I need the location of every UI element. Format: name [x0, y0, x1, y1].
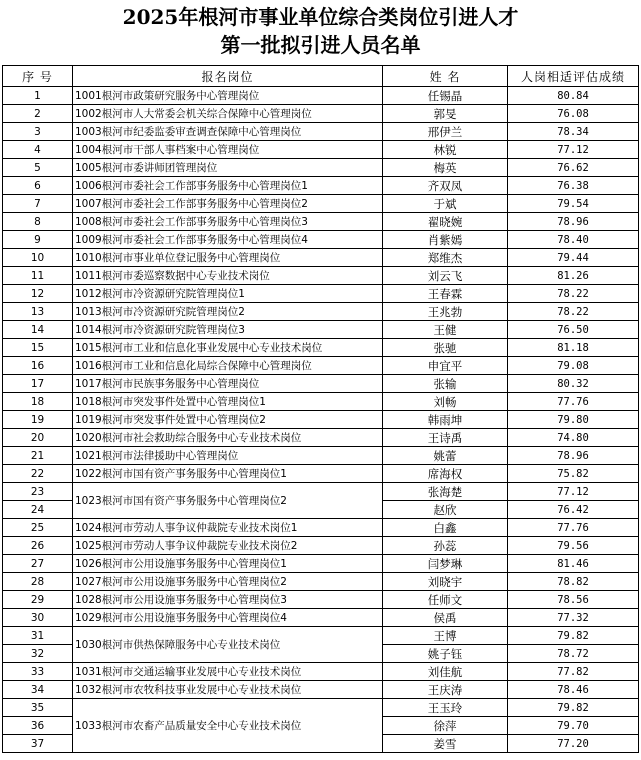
serial-number-cell: 16 [3, 357, 73, 375]
serial-number-cell: 8 [3, 213, 73, 231]
candidate-name-cell: 林锐 [383, 141, 508, 159]
candidate-name-cell: 张输 [383, 375, 508, 393]
candidate-name-cell: 徐萍 [383, 717, 508, 735]
serial-number-cell: 30 [3, 609, 73, 627]
candidate-name-cell: 刘晓宇 [383, 573, 508, 591]
serial-number-cell: 34 [3, 681, 73, 699]
table-row [3, 105, 639, 123]
serial-number-cell: 15 [3, 339, 73, 357]
serial-number-cell: 27 [3, 555, 73, 573]
score-cell: 80.84 [508, 87, 639, 105]
candidate-name-cell: 张驰 [383, 339, 508, 357]
candidate-name-cell: 王健 [383, 321, 508, 339]
position-cell: 1024根河市劳动人事争议仲裁院专业技术岗位1 [73, 519, 383, 537]
candidate-name-cell: 白鑫 [383, 519, 508, 537]
score-cell: 79.08 [508, 357, 639, 375]
table-row [3, 591, 639, 609]
candidate-name-cell: 翟晓婉 [383, 213, 508, 231]
table-header-row [3, 66, 639, 87]
serial-number-cell: 32 [3, 645, 73, 663]
score-cell: 74.80 [508, 429, 639, 447]
score-cell: 79.80 [508, 411, 639, 429]
position-cell: 1013根河市冷资源研究院管理岗位2 [73, 303, 383, 321]
table-row [3, 681, 639, 699]
position-cell: 1026根河市公用设施事务服务中心管理岗位1 [73, 555, 383, 573]
header-score: 人岗相适评估成绩 [508, 66, 639, 87]
table-row [3, 537, 639, 555]
serial-number-cell: 33 [3, 663, 73, 681]
score-cell: 77.12 [508, 141, 639, 159]
serial-number-cell: 14 [3, 321, 73, 339]
serial-number-cell: 5 [3, 159, 73, 177]
score-cell: 78.34 [508, 123, 639, 141]
score-cell: 78.46 [508, 681, 639, 699]
table-row [3, 213, 639, 231]
position-cell: 1006根河市委社会工作部事务服务中心管理岗位1 [73, 177, 383, 195]
serial-number-cell: 4 [3, 141, 73, 159]
table-row [3, 159, 639, 177]
serial-number-cell: 2 [3, 105, 73, 123]
candidate-name-cell: 王诗禹 [383, 429, 508, 447]
score-cell: 81.26 [508, 267, 639, 285]
score-cell: 78.22 [508, 285, 639, 303]
table-row [3, 195, 639, 213]
position-cell: 1012根河市冷资源研究院管理岗位1 [73, 285, 383, 303]
table-row [3, 663, 639, 681]
table-row [3, 483, 639, 501]
position-cell: 1021根河市法律援助中心管理岗位 [73, 447, 383, 465]
position-cell: 1010根河市事业单位登记服务中心管理岗位 [73, 249, 383, 267]
candidate-name-cell: 侯禹 [383, 609, 508, 627]
serial-number-cell: 24 [3, 501, 73, 519]
position-cell: 1017根河市民族事务服务中心管理岗位 [73, 375, 383, 393]
table-row [3, 87, 639, 105]
serial-number-cell: 35 [3, 699, 73, 717]
position-cell: 1032根河市农牧科技事业发展中心专业技术岗位 [73, 681, 383, 699]
candidate-name-cell: 张海楚 [383, 483, 508, 501]
serial-number-cell: 17 [3, 375, 73, 393]
position-cell: 1003根河市纪委监委审查调查保障中心管理岗位 [73, 123, 383, 141]
score-cell: 79.70 [508, 717, 639, 735]
score-cell: 79.54 [508, 195, 639, 213]
candidate-name-cell: 于斌 [383, 195, 508, 213]
score-cell: 77.32 [508, 609, 639, 627]
candidate-name-cell: 郑维杰 [383, 249, 508, 267]
candidate-name-cell: 梅英 [383, 159, 508, 177]
table-row [3, 321, 639, 339]
table-row [3, 285, 639, 303]
serial-number-cell: 25 [3, 519, 73, 537]
table-row [3, 231, 639, 249]
serial-number-cell: 26 [3, 537, 73, 555]
position-cell: 1009根河市委社会工作部事务服务中心管理岗位4 [73, 231, 383, 249]
candidate-name-cell: 邢伊兰 [383, 123, 508, 141]
header-position: 报名岗位 [73, 66, 383, 87]
candidate-name-cell: 郭旻 [383, 105, 508, 123]
table-row [3, 465, 639, 483]
candidate-name-cell: 姚蕾 [383, 447, 508, 465]
serial-number-cell: 9 [3, 231, 73, 249]
position-cell: 1023根河市国有资产事务服务中心管理岗位2 [73, 483, 383, 519]
candidate-name-cell: 任锡晶 [383, 87, 508, 105]
serial-number-cell: 31 [3, 627, 73, 645]
score-cell: 78.72 [508, 645, 639, 663]
serial-number-cell: 12 [3, 285, 73, 303]
table-row [3, 429, 639, 447]
table-row [3, 609, 639, 627]
table-body [3, 87, 639, 753]
position-cell: 1011根河市委巡察数据中心专业技术岗位 [73, 267, 383, 285]
table-row [3, 123, 639, 141]
score-cell: 77.76 [508, 519, 639, 537]
candidate-name-cell: 王庆涛 [383, 681, 508, 699]
score-cell: 77.12 [508, 483, 639, 501]
score-cell: 78.82 [508, 573, 639, 591]
score-cell: 81.46 [508, 555, 639, 573]
score-cell: 78.22 [508, 303, 639, 321]
score-cell: 80.32 [508, 375, 639, 393]
score-cell: 76.62 [508, 159, 639, 177]
candidate-name-cell: 王兆勃 [383, 303, 508, 321]
position-cell: 1033根河市农畜产品质量安全中心专业技术岗位 [73, 699, 383, 753]
serial-number-cell: 1 [3, 87, 73, 105]
serial-number-cell: 19 [3, 411, 73, 429]
position-cell: 1029根河市公用设施事务服务中心管理岗位4 [73, 609, 383, 627]
document-title-line-1: 2025年根河市事业单位综合类岗位引进人才 [122, 5, 519, 29]
position-cell: 1019根河市突发事件处置中心管理岗位2 [73, 411, 383, 429]
table-row [3, 573, 639, 591]
position-cell: 1008根河市委社会工作部事务服务中心管理岗位3 [73, 213, 383, 231]
position-cell: 1027根河市公用设施事务服务中心管理岗位2 [73, 573, 383, 591]
score-cell: 76.38 [508, 177, 639, 195]
candidate-name-cell: 王博 [383, 627, 508, 645]
score-cell: 76.08 [508, 105, 639, 123]
table-row [3, 699, 639, 717]
score-cell: 77.20 [508, 735, 639, 753]
serial-number-cell: 23 [3, 483, 73, 501]
score-cell: 78.96 [508, 447, 639, 465]
candidate-name-cell: 刘佳航 [383, 663, 508, 681]
position-cell: 1014根河市冷资源研究院管理岗位3 [73, 321, 383, 339]
score-cell: 77.82 [508, 663, 639, 681]
serial-number-cell: 28 [3, 573, 73, 591]
position-cell: 1028根河市公用设施事务服务中心管理岗位3 [73, 591, 383, 609]
position-cell: 1015根河市工业和信息化事业发展中心专业技术岗位 [73, 339, 383, 357]
document-title-line-2: 第一批拟引进人员名单 [220, 33, 421, 57]
serial-number-cell: 7 [3, 195, 73, 213]
table-row [3, 357, 639, 375]
table-row [3, 519, 639, 537]
score-cell: 79.56 [508, 537, 639, 555]
table-row [3, 177, 639, 195]
candidate-name-cell: 姚子钰 [383, 645, 508, 663]
serial-number-cell: 37 [3, 735, 73, 753]
table-row [3, 249, 639, 267]
table-row [3, 303, 639, 321]
position-cell: 1030根河市供热保障服务中心专业技术岗位 [73, 627, 383, 663]
candidate-table [2, 65, 639, 753]
position-cell: 1025根河市劳动人事争议仲裁院专业技术岗位2 [73, 537, 383, 555]
position-cell: 1007根河市委社会工作部事务服务中心管理岗位2 [73, 195, 383, 213]
table-row [3, 141, 639, 159]
serial-number-cell: 29 [3, 591, 73, 609]
candidate-name-cell: 姜雪 [383, 735, 508, 753]
serial-number-cell: 20 [3, 429, 73, 447]
score-cell: 81.18 [508, 339, 639, 357]
position-cell: 1031根河市交通运输事业发展中心专业技术岗位 [73, 663, 383, 681]
candidate-name-cell: 申宜平 [383, 357, 508, 375]
serial-number-cell: 10 [3, 249, 73, 267]
score-cell: 76.50 [508, 321, 639, 339]
serial-number-cell: 11 [3, 267, 73, 285]
candidate-name-cell: 肖紫嫣 [383, 231, 508, 249]
header-name: 姓 名 [383, 66, 508, 87]
position-cell: 1016根河市工业和信息化局综合保障中心管理岗位 [73, 357, 383, 375]
candidate-name-cell: 刘畅 [383, 393, 508, 411]
candidate-name-cell: 刘云飞 [383, 267, 508, 285]
serial-number-cell: 21 [3, 447, 73, 465]
table-row [3, 411, 639, 429]
serial-number-cell: 3 [3, 123, 73, 141]
score-cell: 77.76 [508, 393, 639, 411]
table-row [3, 267, 639, 285]
candidate-name-cell: 王春霖 [383, 285, 508, 303]
position-cell: 1004根河市干部人事档案中心管理岗位 [73, 141, 383, 159]
score-cell: 79.82 [508, 699, 639, 717]
serial-number-cell: 36 [3, 717, 73, 735]
table-row [3, 555, 639, 573]
candidate-name-cell: 王玉玲 [383, 699, 508, 717]
serial-number-cell: 22 [3, 465, 73, 483]
serial-number-cell: 18 [3, 393, 73, 411]
score-cell: 79.82 [508, 627, 639, 645]
score-cell: 78.40 [508, 231, 639, 249]
score-cell: 75.82 [508, 465, 639, 483]
serial-number-cell: 13 [3, 303, 73, 321]
candidate-name-cell: 赵欣 [383, 501, 508, 519]
position-cell: 1018根河市突发事件处置中心管理岗位1 [73, 393, 383, 411]
candidate-name-cell: 席海权 [383, 465, 508, 483]
score-cell: 76.42 [508, 501, 639, 519]
table-row [3, 393, 639, 411]
position-cell: 1002根河市人大常委会机关综合保障中心管理岗位 [73, 105, 383, 123]
table-row [3, 627, 639, 645]
candidate-name-cell: 韩雨坤 [383, 411, 508, 429]
candidate-name-cell: 闫梦琳 [383, 555, 508, 573]
table-row [3, 375, 639, 393]
score-cell: 78.96 [508, 213, 639, 231]
position-cell: 1020根河市社会救助综合服务中心专业技术岗位 [73, 429, 383, 447]
score-cell: 79.44 [508, 249, 639, 267]
position-cell: 1001根河市政策研究服务中心管理岗位 [73, 87, 383, 105]
serial-number-cell: 6 [3, 177, 73, 195]
position-cell: 1022根河市国有资产事务服务中心管理岗位1 [73, 465, 383, 483]
score-cell: 78.56 [508, 591, 639, 609]
table-row [3, 447, 639, 465]
table-row [3, 339, 639, 357]
candidate-name-cell: 齐双凤 [383, 177, 508, 195]
position-cell: 1005根河市委讲师团管理岗位 [73, 159, 383, 177]
candidate-name-cell: 孙蕊 [383, 537, 508, 555]
candidate-name-cell: 任师文 [383, 591, 508, 609]
header-serial-number: 序 号 [3, 66, 73, 87]
